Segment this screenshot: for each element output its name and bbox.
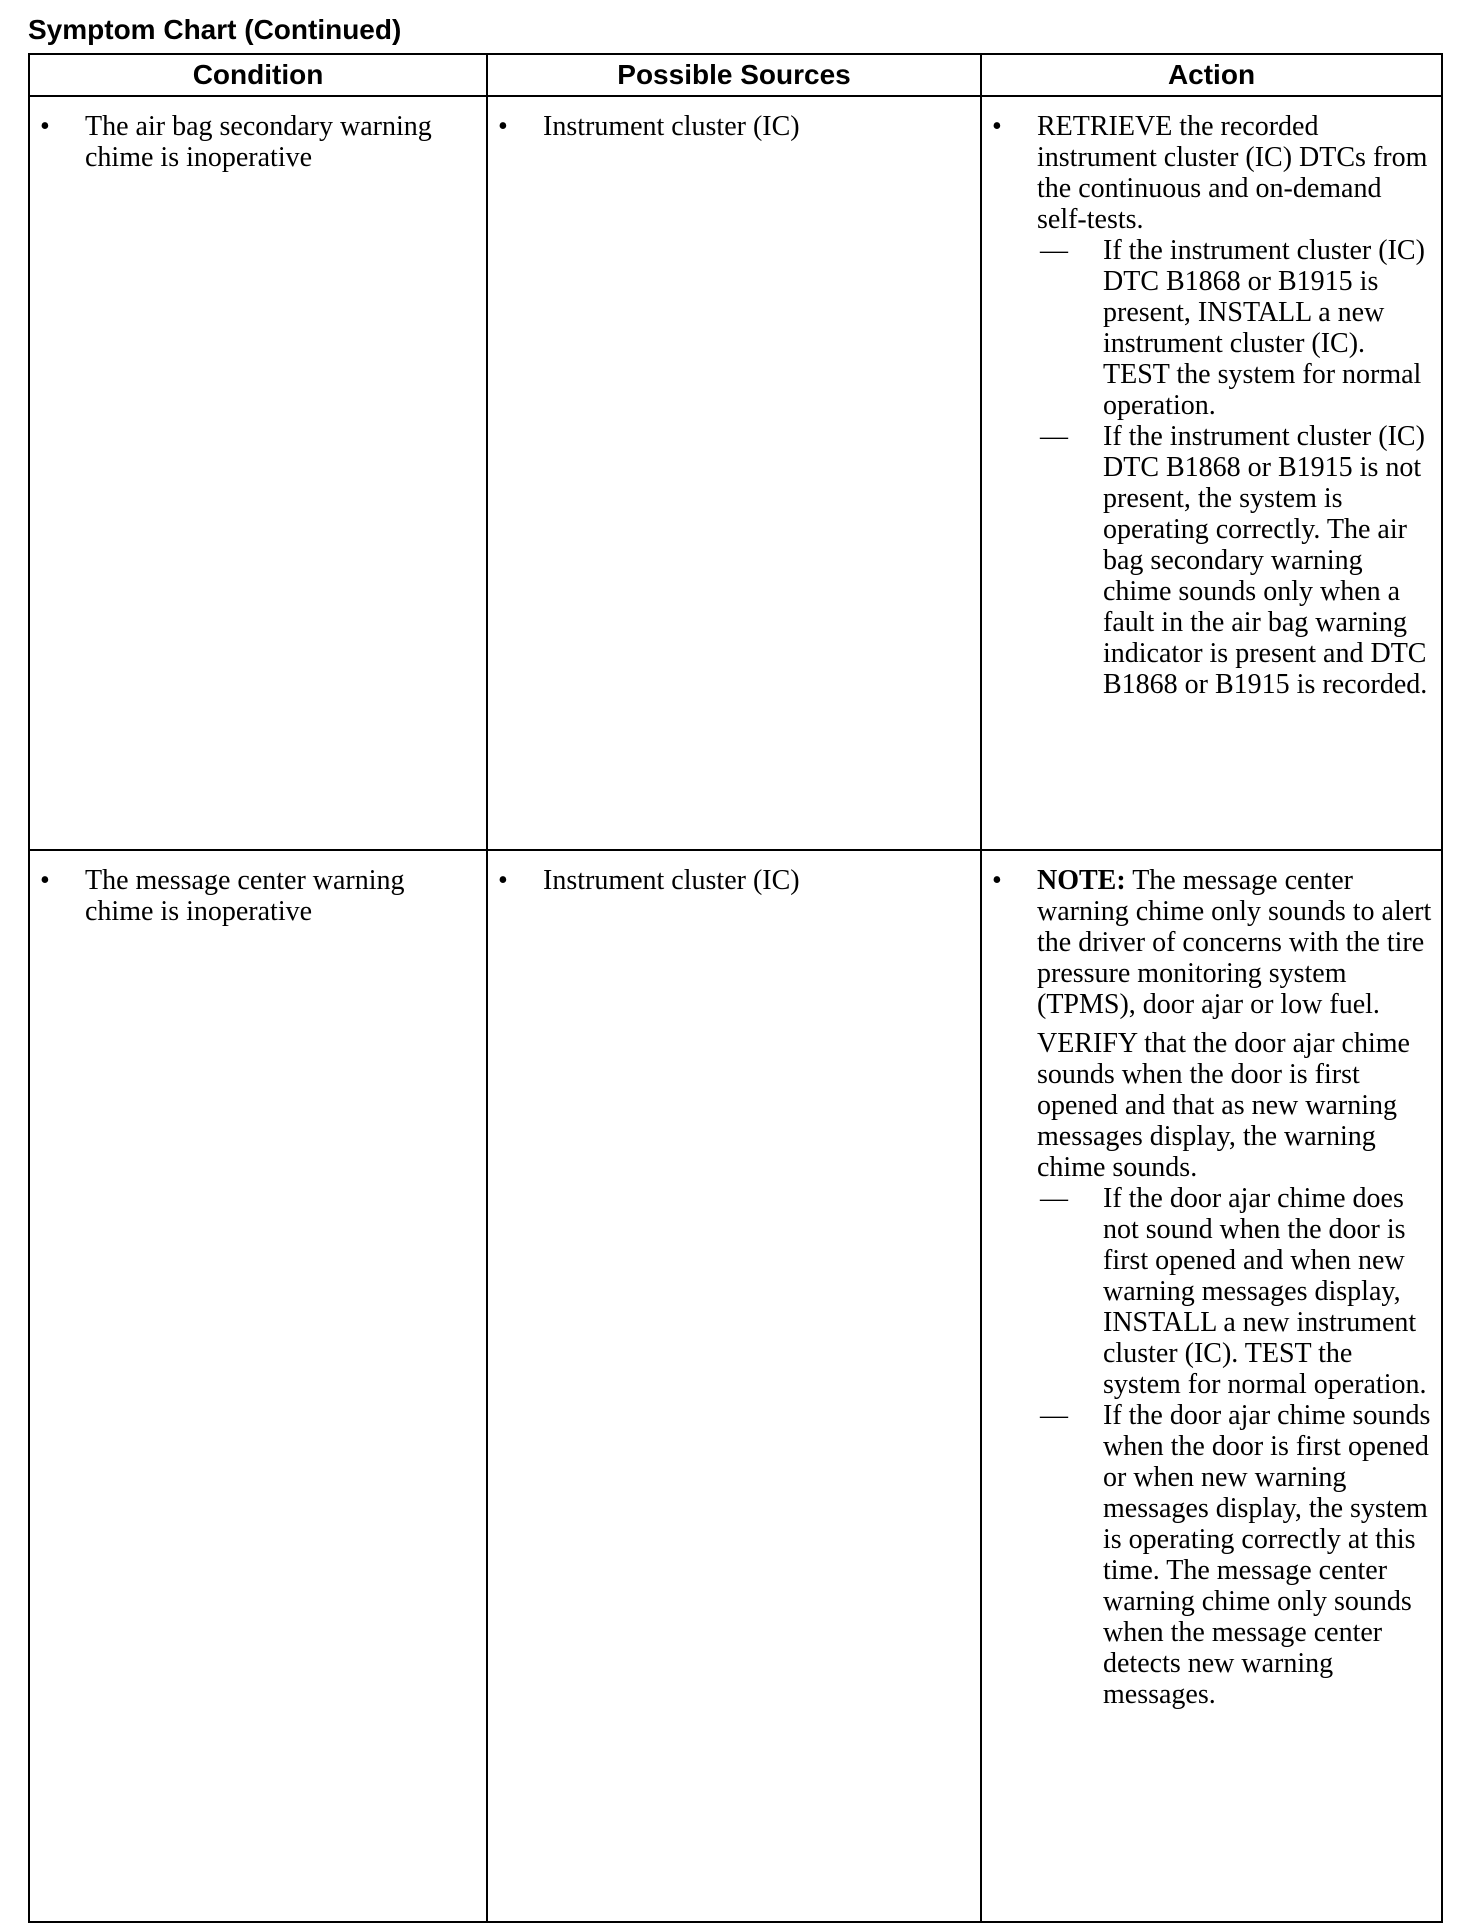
bullet-icon: • [40,865,50,896]
action-substep [1037,235,1433,421]
dash-icon: — [1040,235,1068,266]
dash-icon: — [1040,1400,1068,1431]
source-cell [487,850,981,1922]
source-cell [487,96,981,850]
table-header-row [29,54,1442,96]
substep-text: If the door ajar chime sounds when the door is first opened or when new warning messages display, the system is operating correctly at this time. The message center warning chime only sounds when the message center detects new warning messages. [1103,1400,1431,1710]
list-item [488,865,972,896]
bullet-icon: • [992,111,1002,142]
page-title: Symptom Chart (Continued) [28,14,402,45]
header-possible-sources: Possible Sources [487,54,981,96]
substep-text: If the instrument cluster (IC) DTC B1868 or B1915 is not present, the system is operating correctly. The air bag secondary warning chime sounds only when a fault in the air bag warning indicator is present and DTC B1868 or B1915 is recorded. [1103,421,1428,700]
symptom-chart-table [28,53,1443,1923]
condition-text: The message center warning chime is inoperative [85,865,405,927]
list-item [982,111,1433,700]
bullet-icon: • [498,865,508,896]
list-item [30,865,478,927]
action-substep [1037,1183,1433,1400]
bullet-icon: • [992,865,1002,896]
condition-cell [29,850,487,1922]
header-action: Action [981,54,1442,96]
list-item [982,865,1433,1710]
action-cell [981,850,1442,1922]
source-text: Instrument cluster (IC) [543,111,800,142]
bullet-icon: • [498,111,508,142]
substep-text: If the instrument cluster (IC) DTC B1868 or B1915 is present, INSTALL a new instrument cluster (IC). TEST the system for normal operation. [1103,235,1425,421]
condition-text: The air bag secondary warning chime is inoperative [85,111,432,173]
action-substep [1037,1400,1433,1710]
source-text: Instrument cluster (IC) [543,865,800,896]
list-item [30,111,478,173]
table-row [29,850,1442,1922]
action-cell [981,96,1442,850]
header-condition: Condition [29,54,487,96]
action-substep [1037,421,1433,700]
action-text: RETRIEVE the recorded instrument cluster (IC) DTCs from the continuous and on-demand self-tests. [1037,111,1428,235]
note-label: NOTE: [1037,865,1126,896]
action-text: VERIFY that the door ajar chime sounds when the door is first opened and that as new warning messages display, the warning chime sounds. [1037,1028,1410,1183]
dash-icon: — [1040,1183,1068,1214]
table-row [29,96,1442,850]
condition-cell [29,96,487,850]
note-paragraph [1037,865,1433,1020]
dash-icon: — [1040,421,1068,452]
list-item [488,111,972,142]
substep-text: If the door ajar chime does not sound when the door is first opened and when new warning messages display, INSTALL a new instrument cluster (IC). TEST the system for normal operation. [1103,1183,1427,1400]
bullet-icon: • [40,111,50,142]
note-text: The message center warning chime only sounds to alert the driver of concerns with the tire pressure monitoring system (TPMS), door ajar or low fuel. [1037,865,1432,1020]
